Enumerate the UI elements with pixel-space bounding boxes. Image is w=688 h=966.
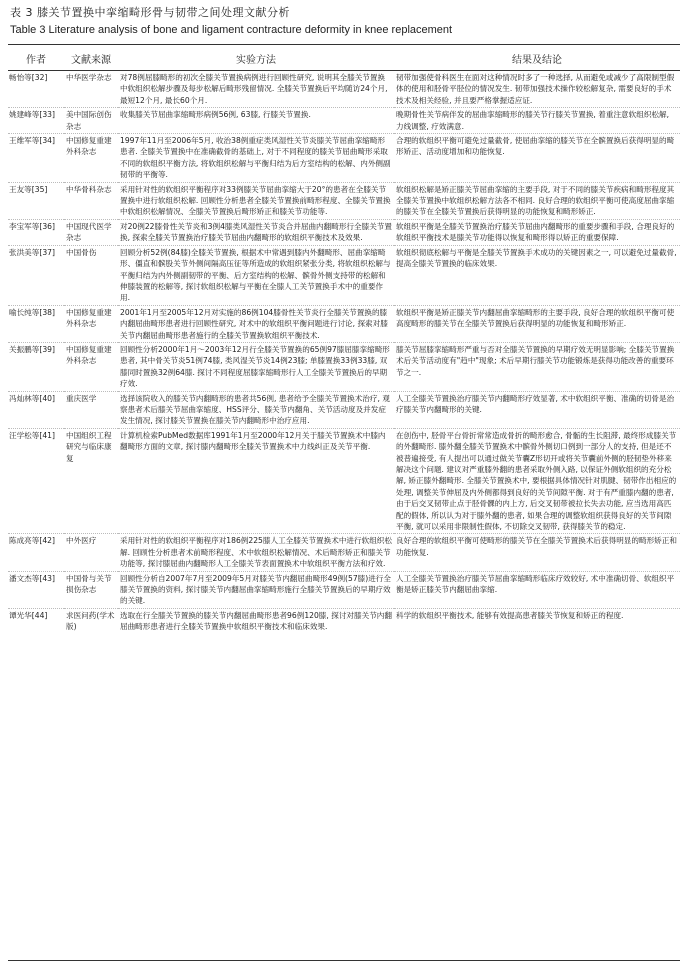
cell-result: 人工全膝关节置换治疗膝关节内翻畸形疗效显著, 术中软组织平衡、准确的切骨是治疗膝关节内翻畸形的关键.: [394, 391, 680, 428]
cell-method: 1997年11月至2006年5月, 收治38例重症类风湿性关节炎膝关节屈曲挛缩畸形患者. 全膝关节置换中在准确截骨的基础上, 对于不同程度的膝关节屈曲畸形采取不同的软组织平衡方法, 将软组织松解与平衡归结为后方室结构的松解、内外侧副韧带的平衡等.: [118, 134, 394, 183]
table-header-row: [8, 45, 680, 71]
cell-author: 姚建峰等[33]: [8, 108, 64, 134]
cell-method: 选择该院收入的膝关节内翻畸形的患者共56例, 患者给予全膝关节置换术治疗, 观察患者术后膝关节屈曲挛缩度、HSS评分、膝关节内翻角、关节活动度及并发症发生情况, 探讨膝关节置换在膝关节内翻畸形中治疗应用.: [118, 391, 394, 428]
cell-source: 中华骨科杂志: [64, 182, 118, 219]
table-row: [8, 571, 680, 608]
cell-result: 晚期骨性关节病伴发的屈曲挛缩畸形的膝关节行膝关节置换, 着重注意软组织松解, 力线调整, 疗效满意.: [394, 108, 680, 134]
cell-source: 中国现代医学杂志: [64, 219, 118, 245]
table-row: [8, 219, 680, 245]
cell-source: 中外医疗: [64, 534, 118, 571]
cell-method: 收集膝关节屈曲挛缩畸形病例56例, 63膝, 行膝关节置换.: [118, 108, 394, 134]
cell-method: 回顾性分析自2007年7月至2009年5月对膝关节内翻屈曲畸形49例(57膝)进行全膝关节置换的资料, 探讨膝关节内翻屈曲挛缩畸形施行全膝关节置换后的早期疗效的关键.: [118, 571, 394, 608]
cell-result: 韧带加强使骨科医生在面对这种情况时多了一种选择, 从而避免或减少了高限制型假体的使用和胫骨平胫位的情况发生. 韧带加强技术操作较松解复杂, 需要良好的手术技术及相关经验, 并且要严格掌握适应证.: [396, 73, 675, 105]
table-row: [8, 71, 680, 108]
cell-result: 良好合理的软组织平衡可使畸形的膝关节在全膝关节置换术后获得明显的畸形矫正和功能恢复.: [394, 534, 680, 571]
table-row: [8, 108, 680, 134]
cell-author: 喻长纯等[38]: [8, 305, 64, 342]
table-row: [8, 391, 680, 428]
bottom-rule: [8, 960, 680, 961]
cell-author: 王维军等[34]: [8, 134, 64, 183]
table-row: [8, 134, 680, 183]
cell-method: 计算机检索PubMed数据库1991年1月至2000年12月关于膝关节置换术中膝内翻畸形方面的文章, 探讨膝内翻畸形全膝关节置换术中力线纠正及关节平衡.: [118, 428, 394, 534]
cell-result: 膝关节屈膝挛缩畸形严重与否对全膝关节置换的早期疗效无明显影响; 全膝关节置换术后关节活动度有"趋中"现象; 术后早期行膝关节功能锻炼是获得功能改善的重要环节之一.: [394, 342, 680, 391]
table-row: [8, 342, 680, 391]
cell-source: 中国骨与关节损伤杂志: [64, 571, 118, 608]
cell-method: 对78例屈膝畸形的初次全膝关节置换病例进行回顾性研究, 说明其全膝关节置换中软组织松解步骤及每步松解后畸形残留情况. 全膝关节置换后平均随访24个月, 最短12个月, 最长60个月.: [120, 73, 388, 105]
cell-source: 中国组织工程研究与临床康复: [64, 428, 118, 534]
table-row: [8, 182, 680, 219]
cell-author: 冯灿林等[40]: [8, 391, 64, 428]
table-body: [8, 71, 680, 634]
cell-author: 汪学松等[41]: [8, 428, 64, 534]
cell-result: 人工全膝关节置换治疗膝关节屈曲挛缩畸形临床疗效较好, 术中准确切骨、软组织平衡是矫正膝关节内翻屈曲挛缩.: [394, 571, 680, 608]
cell-result: 在创伤中, 胫骨平台骨折常常造成骨折的畸形愈合, 骨骺的生长阻滞, 最终形成膝关节的外翻畸形. 膝外翻全膝关节置换术中髌骨外侧切口例到一部分人的支持, 但是还不被普遍接受, 有人提出可以通过做关节囊Z形切开或将关节囊前外侧的胫韧垫外移来解决这个问题. 建议对严重膝外翻的患者采取外侧入路, 以保证外侧软组织的充分松解, 矫正膝外翻畸形. 全膝关节置换术中, 要根据具体情况针对肌腱、韧带作出相应的处理, 调整关节伸屈及内外侧都得到良好的关节间隙平衡. 对于有严重膝内翻的患者, 由于后交叉韧带止点于胫骨髁的内上方, 后交叉韧带被拉长失去功能, 应当选用高匹配的假体, 所以认为对于膝外翻的患者, 如果合理的调整软组织获得良好的关节间隙平衡, 就可以采用非限制性假体, 不切除交叉韧带, 获得膝关节的稳定.: [394, 428, 680, 534]
table-row: [8, 534, 680, 571]
cell-author: 谭光华[44]: [8, 608, 64, 633]
cell-method: 对20例22膝骨性关节炎和3例4膝类风湿性关节炎合并屈曲内翻畸形行全膝关节置换, 探索全膝关节置换治疗膝关节屈曲内翻畸形的软组织平衡技术及效果.: [118, 219, 394, 245]
cell-method: 采用针对性的软组织平衡程序对33例膝关节屈曲挛缩大于20°的患者在全膝关节置换中进行软组织松解. 回顾性分析患者全膝关节置换前畸形程度、全膝关节置换中软组织松解情况、全膝关节置换后畸形矫正和膝关节功能等.: [118, 182, 394, 219]
cell-method: 选取在行全膝关节置换的膝关节内翻屈曲畸形患者96例120膝, 探讨对膝关节内翻屈曲畸形患者进行全膝关节置换中软组织平衡技术和临床效果.: [118, 608, 394, 633]
cell-source: 美中国际创伤杂志: [64, 108, 118, 134]
cell-author: 关振鹏等[39]: [8, 342, 64, 391]
table-caption-cn: 表 3 膝关节置换中挛缩畸形骨与韧带之间处理文献分析: [10, 6, 290, 19]
header-result: 结果及结论: [512, 54, 562, 66]
cell-source: 中国骨伤: [64, 245, 118, 305]
cell-result: 科学的软组织平衡技术, 能够有效提高患者膝关节恢复和矫正的程度.: [394, 608, 680, 633]
header-author: 作者: [26, 54, 46, 66]
cell-author: 潘文杰等[43]: [8, 571, 64, 608]
header-method: 实验方法: [236, 54, 276, 66]
cell-source: 中华医学杂志: [66, 73, 112, 82]
table-row: [8, 428, 680, 534]
cell-result: 软组织松解是矫正膝关节屈曲挛缩的主要手段, 对于不同的膝关节疾病和畸形程度其全膝关节置换中软组织松解方法各不相同. 良好合理的软组织平衡可使高度屈曲挛缩的膝关节在全膝关节置换后获得明显的功能恢复和畸形矫正.: [394, 182, 680, 219]
literature-table: [8, 45, 680, 634]
cell-result: 软组织平衡是矫正膝关节内翻屈曲挛缩畸形的主要手段, 良好合理的软组织平衡可使高度畸形的膝关节在全膝关节置换后获得明显的功能恢复和畸形矫正.: [394, 305, 680, 342]
table-row: [8, 245, 680, 305]
table-row: [8, 608, 680, 633]
cell-author: 张洪美等[37]: [8, 245, 64, 305]
cell-method: 2001年1月至2005年12月对实施的86例104膝骨性关节炎行全膝关节置换的膝内翻屈曲畸形患者进行回顾性研究, 对术中的软组织平衡问题进行讨论, 探索对膝关节内翻屈曲畸形患者施行的全膝关节置换软组织平衡技术.: [118, 305, 394, 342]
cell-source: 中国修复重建外科杂志: [64, 305, 118, 342]
cell-method: 采用针对性的软组织平衡程序对186例225膝人工全膝关节置换术中进行软组织松解. 回顾性分析患者术前畸形程度、术中软组织松解情况、术后畸形矫正和膝关节功能等, 探讨膝屈曲内翻畸形人工全膝关节表面置换术中软组织平衡方法和疗效.: [118, 534, 394, 571]
cell-result: 合理的软组织平衡可避免过量截骨, 使屈曲挛缩的膝关节在全髌置换后获得明显的畸形矫正、活动度增加和功能恢复.: [394, 134, 680, 183]
cell-author: 畅怡等[32]: [9, 73, 48, 82]
cell-source: 重庆医学: [64, 391, 118, 428]
cell-source: 求医问药(学术版): [64, 608, 118, 633]
cell-result: 软组织平衡是全膝关节置换治疗膝关节屈曲内翻畸形的重要步骤和手段, 合理良好的软组织平衡技术是膝关节功能得以恢复和畸形得以矫正的重要保障.: [394, 219, 680, 245]
cell-source: 中国修复重建外科杂志: [64, 342, 118, 391]
cell-method: 回顾性分析2000年1月～2003年12月行全膝关节置换的65例97膝屈膝挛缩畸形患者, 其中骨关节炎51例74膝, 类风湿关节炎14例23膝; 单膝置换33例33膝, 双膝同时置换32例64膝. 探讨不同程度屈膝挛缩畸形行人工全膝关节置换后的早期疗效.: [118, 342, 394, 391]
cell-author: 王友等[35]: [8, 182, 64, 219]
cell-method: 回顾分析52例(84膝)全膝关节置换, 根据术中常遇到膝内外翻畸形、屈曲挛缩畸形、僵直和髌股关节外侧间隔高压征等所造成的软组织紧张分类, 将软组织松解与平衡归结为内外侧副韧带的平衡、后方室结构的松解、髌骨外侧支持带的松解和伸膝装置的松解等, 探讨软组织松解与平衡在全膝人工关节置换手术中的重要作用.: [118, 245, 394, 305]
table-row: [8, 305, 680, 342]
cell-author: 李宝军等[36]: [8, 219, 64, 245]
table-caption-en: Table 3 Literature analysis of bone and ligament contracture deformity in knee replacement: [10, 24, 453, 36]
cell-source: 中国修复重建外科杂志: [64, 134, 118, 183]
cell-result: 软组织彻底松解与平衡是全膝关节置换手术成功的关键因素之一, 可以避免过量截骨, 提高全膝关节置换的临床效果.: [394, 245, 680, 305]
header-source: 文献来源: [71, 54, 111, 66]
cell-author: 陈成亮等[42]: [8, 534, 64, 571]
